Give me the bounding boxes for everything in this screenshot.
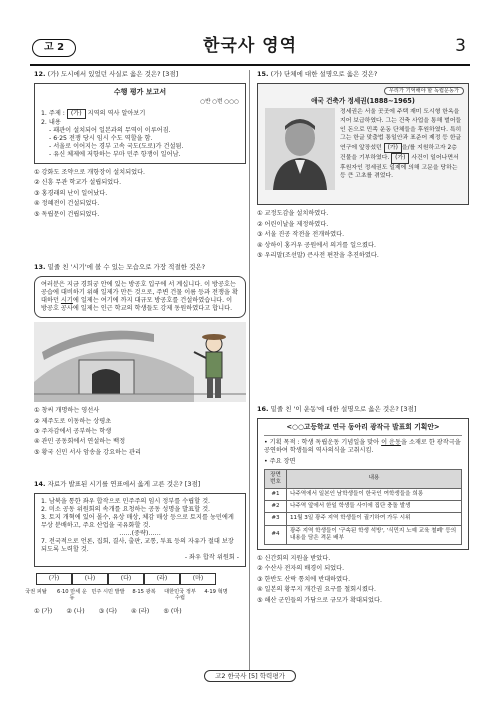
answer-option[interactable]: ① 창씨 개명하는 영선사 xyxy=(34,407,100,415)
answer-options xyxy=(34,608,246,618)
report-box xyxy=(34,83,246,164)
answer-options xyxy=(34,169,246,219)
question-15 xyxy=(257,70,469,263)
timeline-cell: (마) xyxy=(180,573,216,585)
column-divider xyxy=(249,70,250,670)
footer-text: 고2 한국사 [5] 학력평가 xyxy=(204,670,296,682)
answer-option[interactable]: ① 강화도 조약으로 개항장이 설치되었다. xyxy=(34,169,146,177)
question-number: 12. xyxy=(34,70,46,78)
speech-bubble xyxy=(34,276,246,318)
header-rule xyxy=(30,64,470,66)
answer-options xyxy=(257,210,469,260)
timeline-event: 8·15 광복 xyxy=(132,588,156,595)
plan-purpose xyxy=(264,439,462,455)
answer-options xyxy=(257,555,469,605)
question-text: 밑줄 친 '시기'에 볼 수 있는 모습으로 가장 적절한 것은? xyxy=(47,263,206,271)
question-text: 밑줄 친 '이 운동'에 대한 설명으로 옳은 것은? [3점] xyxy=(270,405,417,413)
report-meta: ○반 ○번 ○○○ xyxy=(200,99,239,106)
question-stem xyxy=(257,70,469,78)
answer-option[interactable]: ② 어린이날을 제정하였다. xyxy=(257,220,329,228)
answer-option[interactable]: ⑤ (마) xyxy=(163,607,182,615)
question-stem xyxy=(257,405,469,413)
timeline-event: 국권 피탈 xyxy=(25,588,47,595)
profile-text-part: 을/를 지원하고자 2층 건물을 기부하였다. xyxy=(340,144,457,162)
profile-tag xyxy=(262,88,464,95)
question-13 xyxy=(34,263,246,459)
profile-text-part: 정세권은 서울 곳곳에 주택 재미 도시형 한옥을 지어 보급하였다. 그는 건축 사업을 통해 벌어들인 돈으로 민족 운동 단체들을 후원하였다. 특히 그는 한글 맞춤법 통일안과 표준어 제정 등 한글 연구에 앞장섰던 xyxy=(340,109,462,151)
question-text: 자료가 발표된 시기를 연표에서 옳게 고른 것은? [3점] xyxy=(47,480,201,488)
answer-option[interactable]: ⑤ 우리말(조선말) 큰사전 편찬을 추진하였다. xyxy=(257,252,379,260)
underlined-term: 시기 xyxy=(60,297,73,305)
question-number: 15. xyxy=(257,70,269,78)
document-ellipsis: ……(중략)…… xyxy=(119,530,161,538)
table-row xyxy=(265,489,462,501)
answer-option[interactable]: ④ 일본의 황무지 개간권 요구를 철회시켰다. xyxy=(257,586,376,594)
plan-subhead: • 주요 장면 xyxy=(264,457,296,465)
table-cell: 나주역에서 일본인 남학생들이 한국인 여학생들을 희롱 xyxy=(287,489,462,501)
question-stem xyxy=(34,263,246,271)
answer-option[interactable]: ⑤ 해산 군인들의 가담으로 규모가 확대되었다. xyxy=(257,596,382,604)
table-row xyxy=(265,513,462,525)
plan-title: <○○고등학교 연극 동아리 광작극 발표회 기획안> xyxy=(264,423,462,436)
question-16 xyxy=(257,405,469,607)
blank-box: (가) xyxy=(391,153,409,164)
question-stem xyxy=(34,480,246,488)
portrait-photo xyxy=(265,108,335,190)
table-cell: #2 xyxy=(265,501,287,513)
question-14 xyxy=(25,480,246,618)
document-signature: - 좌우 합작 위원회 - xyxy=(184,553,239,561)
timeline-event: 4·19 혁명 xyxy=(204,588,228,595)
timeline xyxy=(25,573,246,603)
report-line: - 패관이 설치되어 일본과의 무역이 이루어짐. xyxy=(49,127,171,135)
answer-option[interactable]: ④ (라) xyxy=(130,607,150,615)
table-row xyxy=(265,525,462,544)
document-line: 1. 남북을 통한 좌우 합작으로 민주주의 임시 정부를 수립할 것. xyxy=(41,498,211,506)
page-footer xyxy=(0,672,500,680)
answer-option[interactable]: ② 수산사 전자의 배경이 되었다. xyxy=(257,565,345,573)
topic-suffix: 지역의 역사 알아보기 xyxy=(87,110,146,118)
column-header: 장면 번호 xyxy=(265,469,287,488)
blank-box: (가) xyxy=(384,143,402,154)
document-line: 3. 토지 개혁에 있어 몰수, 유상 매상, 체감 매상 등으로 토지를 농민에게 무상 분배하고, 주요 산업을 국유화할 것. xyxy=(41,514,234,530)
grade-badge: 고 2 xyxy=(32,39,76,57)
question-stem xyxy=(34,70,246,78)
timeline-event: 대한민국 정부 수립 xyxy=(164,588,196,602)
page-header xyxy=(30,36,470,62)
answer-option[interactable]: ③ 주자감에서 공부하는 학생 xyxy=(34,427,112,435)
table-cell: #1 xyxy=(265,489,287,501)
question-text: (가) 단체에 대한 설명으로 옳은 것은? xyxy=(270,70,378,78)
table-cell: 11월 3일 광주 지역 학생들이 궐기하여 가두 시위 xyxy=(287,513,462,525)
answer-option[interactable]: ② 신흥 무관 학교가 설립되었다. xyxy=(34,179,122,187)
table-cell: 나주역 앞에서 한일 학생들 사이에 집단 충돌 발생 xyxy=(287,501,462,513)
answer-option[interactable]: ⑤ 황국 신민 서사 암송을 강요하는 관리 xyxy=(34,448,142,456)
document-line: 7. 전국적으로 언론, 집회, 결사, 출판, 교통, 투표 등의 자유가 절대 보장되도록 노력할 것. xyxy=(41,538,234,553)
timeline-cell: (가) xyxy=(36,573,72,585)
report-line: - 유신 체제에 저항하는 부마 민주 항쟁이 일어남. xyxy=(49,151,181,159)
question-number: 13. xyxy=(34,263,46,271)
answer-option[interactable]: ① (가) xyxy=(34,607,53,615)
speech-text: 에 일제는 여기에 까지 대규모 방공호를 건설하였습니다. 이 방공호 공사에 일제는 인근 학교의 학생들도 강제 동원하였다고 합니다. xyxy=(41,297,233,313)
speech-text: 여러분은 지금 경희궁 안에 있는 방공호 입구에 서 계십니다. 이 방공호는 공습에 대비하기 위해 일제가 만든 것으로, 주변 건물 이름 등과 전쟁을 확대하던 xyxy=(41,281,238,305)
underlined-term: 이 운동 xyxy=(381,439,402,446)
timeline-cell: (라) xyxy=(144,573,180,585)
answer-option[interactable]: ④ 관민 공동회에서 연설하는 백정 xyxy=(34,438,126,446)
profile-text xyxy=(340,108,462,181)
document-line: 2. 미소 공동 위원회의 속개를 요청하는 공동 성명을 발표할 것. xyxy=(41,506,211,514)
answer-option[interactable]: ③ 홍경래의 난이 일어났다. xyxy=(34,189,108,197)
table-cell: #4 xyxy=(265,525,287,544)
page-number: 3 xyxy=(455,36,466,56)
report-line: - 서울로 이어지는 경부 고속 국도(도로)가 건설됨. xyxy=(49,143,184,151)
column-header: 내용 xyxy=(287,469,462,488)
answer-option[interactable]: ① 교정도감을 설치하였다. xyxy=(257,210,329,218)
scene-table xyxy=(264,469,462,545)
table-row xyxy=(265,501,462,513)
document-box xyxy=(34,493,246,567)
timeline-event: 6·10 만세 운동 xyxy=(57,588,87,602)
profile-name: 애국 건축가 정세권(1888~1965) xyxy=(311,96,415,105)
plan-text: 을 소재로 한 광작극을 공연하여 학생들의 역사의식을 고취시킴. xyxy=(264,439,461,454)
plan-box xyxy=(257,418,469,550)
bunker-illustration xyxy=(34,322,246,402)
profile-tag-text: 우리가 기억해야 할 독립운동가 xyxy=(384,87,464,95)
topic-box: (가) xyxy=(67,109,86,119)
question-number: 16. xyxy=(257,405,269,413)
table-header-row xyxy=(265,469,462,488)
bunker-guide-image xyxy=(34,322,246,402)
answer-option[interactable]: ④ 정혜전이 건설되었다. xyxy=(34,200,100,208)
answer-option[interactable]: ③ (다) xyxy=(98,607,117,615)
topic-prefix: 1. 주제 : xyxy=(41,110,65,118)
table-cell: #3 xyxy=(265,513,287,525)
plan-text: • 기획 목적 : 학생 독립운동 기념일을 맞아 xyxy=(264,439,380,446)
question-12 xyxy=(34,70,246,221)
answer-option[interactable]: ③ 한반도 산락 통치에 반대하였다. xyxy=(257,575,351,583)
question-text: (가) 도시에서 있었던 사실로 옳은 것은? [3점] xyxy=(47,70,179,78)
table-cell: 광주 지역 학생들이 '구속된 학생 석방', '식민지 노예 교육 철폐' 등의 내용을 담은 격문 배부 xyxy=(287,525,462,544)
profile-box xyxy=(257,83,469,205)
answer-option[interactable]: ② 제주도로 이동하는 상평초 xyxy=(34,417,112,425)
answer-option[interactable]: ② (나) xyxy=(66,607,85,615)
report-line: - 6·25 전쟁 당시 임시 수도 역할을 함. xyxy=(49,135,153,143)
timeline-cell: (다) xyxy=(108,573,144,585)
page-title: 한국사 영역 xyxy=(202,36,298,56)
report-title: 수행 평가 보고서 xyxy=(113,88,167,97)
profile-text-part: 사건이 일어나면서 후원자인 정세권도 일제에 의해 고문을 당하는 등 큰 고초를 겪었다. xyxy=(340,155,459,180)
question-number: 14. xyxy=(34,480,46,488)
timeline-event: 민주 시민 발발 xyxy=(91,588,125,595)
answer-option[interactable]: ⑤ 독립문이 건립되었다. xyxy=(34,210,100,218)
report-content-head: 2. 내용 xyxy=(41,119,61,127)
timeline-cell: (나) xyxy=(72,573,108,585)
report-topic xyxy=(41,109,239,119)
answer-option[interactable]: ④ 상하이 홍커우 공원에서 의거를 일으켰다. xyxy=(257,241,376,249)
answer-option[interactable]: ③ 서울 진공 작전을 전개하였다. xyxy=(257,231,345,239)
answer-options xyxy=(34,407,246,457)
answer-option[interactable]: ① 신간회의 지원을 받았다. xyxy=(257,554,331,562)
profile-body xyxy=(262,108,464,200)
